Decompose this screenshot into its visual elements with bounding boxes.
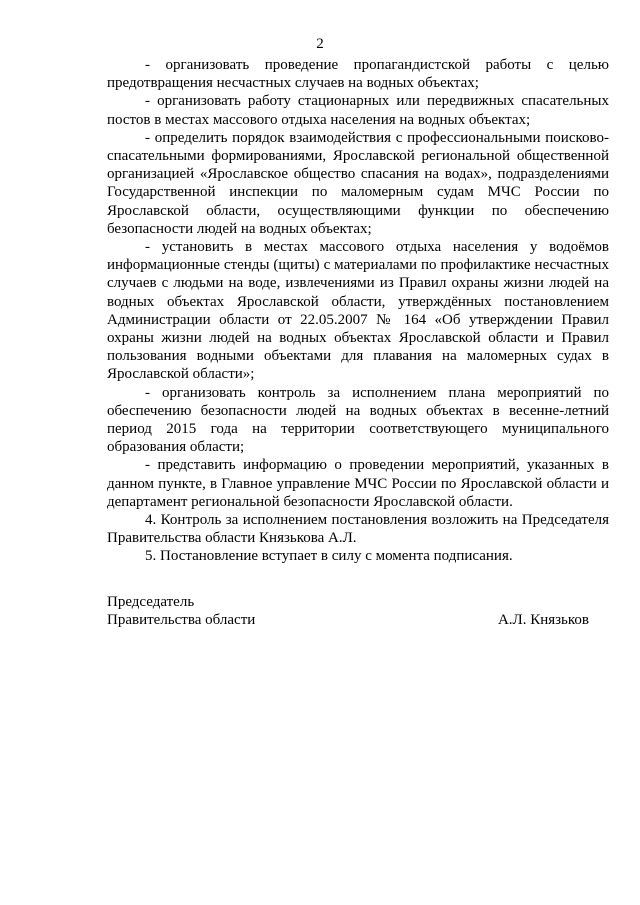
document-body — [107, 56, 609, 566]
paragraph-cooperation: - определить порядок взаимодействия с профессиональными поисково-спасательными формированиями, Ярославской региональной общественной организацией «Ярославское общество спасания на водах», подразделениями Государственной инспекции по маломерным судам МЧС России по Ярославской области, осуществляющими функции по обеспечению безопасности людей на водных объектах; — [107, 129, 609, 237]
signature-title-line2: Правительства области — [107, 612, 256, 629]
signature-row — [107, 611, 589, 629]
paragraph-rescue-posts: - организовать работу стационарных или передвижных спасательных постов в местах массового отдыха населения на водных объектах; — [107, 93, 609, 128]
paragraph-info-stands: - установить в местах массового отдыха населения у водоёмов информационные стенды (щиты) с материалами по профилактике несчастных случаев с людьми на воде, извлечениями из Правил охраны жизни людей на водных объектах Ярославской области, утверждённых постановлением Администрации области от 22.05.2007 № 164 «Об утверждении Правил охраны жизни людей на водных объектах Ярославской области и Правил пользования водными объектами для плавания на маломерных судах в Ярославской области»; — [107, 239, 609, 383]
paragraph-item-5: 5. Постановление вступает в силу с момента подписания. — [145, 548, 513, 565]
signatory-name: А.Л. Князьков — [497, 612, 589, 629]
signature-block — [107, 593, 589, 629]
paragraph-control-plan: - организовать контроль за исполнением плана мероприятий по обеспечению безопасности людей на водных объектах в весенне-летний период 2015 года на территории соответствующего муниципального образования области; — [107, 384, 609, 456]
page-number: 2 — [316, 36, 324, 52]
paragraph-propaganda: - организовать проведение пропагандистской работы с целью предотвращения несчастных случаев на водных объектах; — [107, 57, 609, 92]
signature-title-line1: Председатель — [107, 594, 195, 610]
paragraph-item-4: 4. Контроль за исполнением постановления возложить на Председателя Правительства области Князькова А.Л. — [107, 512, 609, 547]
paragraph-report-info: - представить информацию о проведении мероприятий, указанных в данном пункте, в Главное управление МЧС России по Ярославской области и департамент региональной безопасности Ярославской области. — [107, 457, 609, 510]
